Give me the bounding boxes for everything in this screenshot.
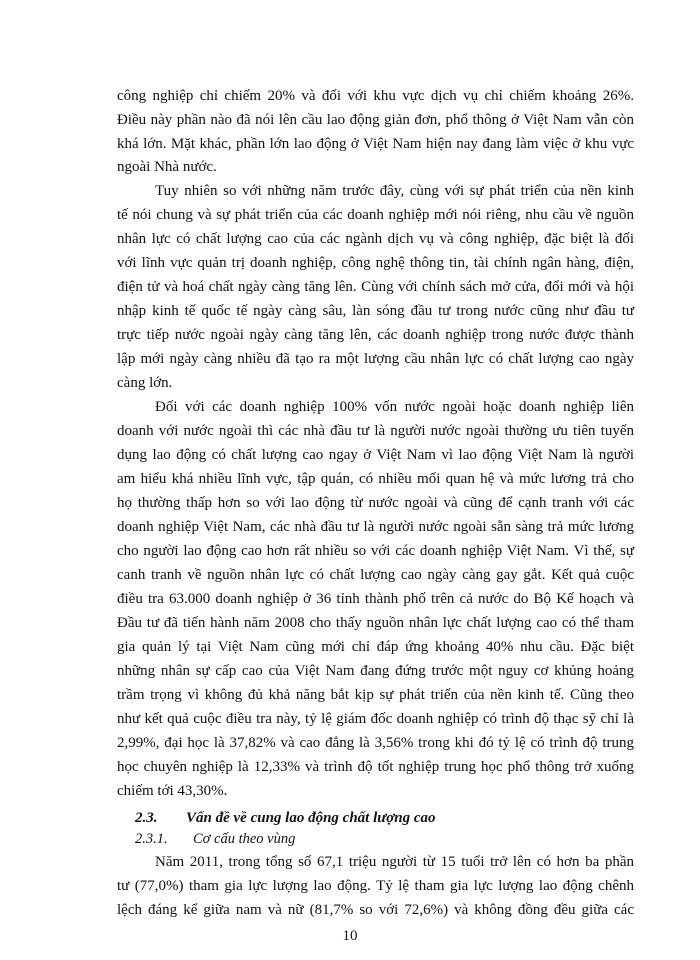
text-line: canh tranh về nguồn nhân lực có chất lượng cao ngày càng gay gắt. Kết quả cuộc: [117, 567, 634, 583]
text-line: Đối với các doanh nghiệp 100% vốn nước ngoài hoặc doanh nghiệp liên: [155, 399, 634, 415]
text-line: am hiểu khá nhiều lĩnh vực, tập quán, có nhiều mối quan hệ và mức lương trả cho: [117, 471, 634, 487]
text-line: doanh nghiệp Việt Nam, các nhà đầu tư là người nước ngoài sẵn sàng trả mức lương: [117, 519, 634, 535]
text-line: những nhân sự cấp cao của Việt Nam đang đứng trước một nguy cơ khủng hoảng: [117, 663, 634, 679]
text-line: cho người lao động cao hơn rất nhiều so với các doanh nghiệp Việt Nam. Vì thế, sự: [117, 543, 634, 559]
text-line: Năm 2011, trong tổng số 67,1 triệu người từ 15 tuổi trở lên có hơn ba phần: [155, 854, 634, 870]
page-number: 10: [342, 928, 358, 944]
section-number: 2.3.: [135, 810, 158, 826]
text-line: nhập kinh tế quốc tế ngày càng sâu, làn sóng đầu tư trong nước cũng như đầu tư: [117, 303, 634, 319]
text-line: lập mới ngày càng nhiều đã tạo ra một lượng cầu nhân lực có chất lượng cao ngày: [117, 351, 634, 367]
text-line: gia quản lý tại Việt Nam cũng mới chỉ đáp ứng khoảng 40% nhu cầu. Đặc biệt: [117, 639, 634, 655]
text-line: họ thường thấp hơn so với lao động từ nước ngoài và cũng để cạnh tranh với các: [117, 495, 634, 511]
text-line: điện tử và hoá chất ngày càng tăng lên. Cùng với chính sách mở cửa, đổi mới và hội: [117, 279, 634, 295]
text-line: tế nói chung và sự phát triển của các doanh nghiệp mới nói riêng, nhu cầu về nguồn: [117, 207, 634, 223]
text-line: doanh với nước ngoài thì các nhà đầu tư là người nước ngoài thường ưu tiên tuyển: [117, 423, 634, 439]
text-line: công nghiệp chỉ chiếm 20% và đối với khu vực dịch vụ chỉ chiếm khoảng 26%.: [117, 88, 634, 104]
text-line: lệch đáng kể giữa nam và nữ (81,7% so với 72,6%) và không đồng đều giữa các: [117, 902, 634, 918]
text-line: Điều này phần nào đã nói lên cầu lao động giản đơn, phổ thông ở Việt Nam vẫn còn: [117, 112, 634, 128]
text-line: học chuyên nghiệp là 12,33% và trình độ tốt nghiệp trung học phổ thông trở xuống: [117, 759, 634, 775]
text-line: khá lớn. Mặt khác, phần lớn lao động ở Việt Nam hiện nay đang làm việc ở khu vực: [117, 136, 634, 152]
text-line: điều tra 63.000 doanh nghiệp ở 36 tỉnh thành phố trên cả nước do Bộ Kế hoạch và: [117, 591, 634, 607]
text-line: 2,99%, đại học là 37,82% và cao đẳng là 3,56% trong khi đó tỷ lệ có trình độ trung: [117, 735, 634, 751]
text-line: chiếm tới 43,30%.: [117, 783, 228, 799]
subsection-number: 2.3.1.: [135, 831, 168, 847]
text-line: nhân lực có chất lượng cao của các ngành dịch vụ và công nghiệp, đặc biệt là đối: [117, 231, 634, 247]
text-line: Tuy nhiên so với những năm trước đây, cùng với sự phát triển của nền kinh: [155, 183, 634, 199]
section-title: Vấn đề về cung lao động chất lượng cao: [186, 810, 436, 826]
text-line: ngoài Nhà nước.: [117, 159, 217, 175]
text-line: trực tiếp nước ngoài ngày càng tăng lên, các doanh nghiệp trong nước được thành: [117, 327, 634, 343]
text-line: như kết quả cuộc điều tra này, tỷ lệ giám đốc doanh nghiệp có trình độ thạc sỹ chỉ là: [117, 711, 634, 727]
text-line: tư (77,0%) tham gia lực lượng lao động. Tỷ lệ tham gia lực lượng lao động chênh: [117, 878, 634, 894]
subsection-title: Cơ cấu theo vùng: [193, 831, 296, 847]
text-line: càng lớn.: [117, 375, 173, 391]
text-line: với lĩnh vực quản trị doanh nghiệp, công nghệ thông tin, tài chính ngân hàng, điện,: [117, 255, 634, 271]
text-line: trầm trọng vì không đủ khả năng bắt kịp sự phát triển của nền kinh tế. Cũng theo: [117, 687, 634, 703]
text-line: dụng lao động có chất lượng cao ngay ở Việt Nam vì lao động Việt Nam là người: [117, 447, 634, 463]
text-line: Đầu tư đã tiến hành năm 2008 cho thấy nguồn nhân lực chất lượng cao có thể tham: [117, 615, 634, 631]
